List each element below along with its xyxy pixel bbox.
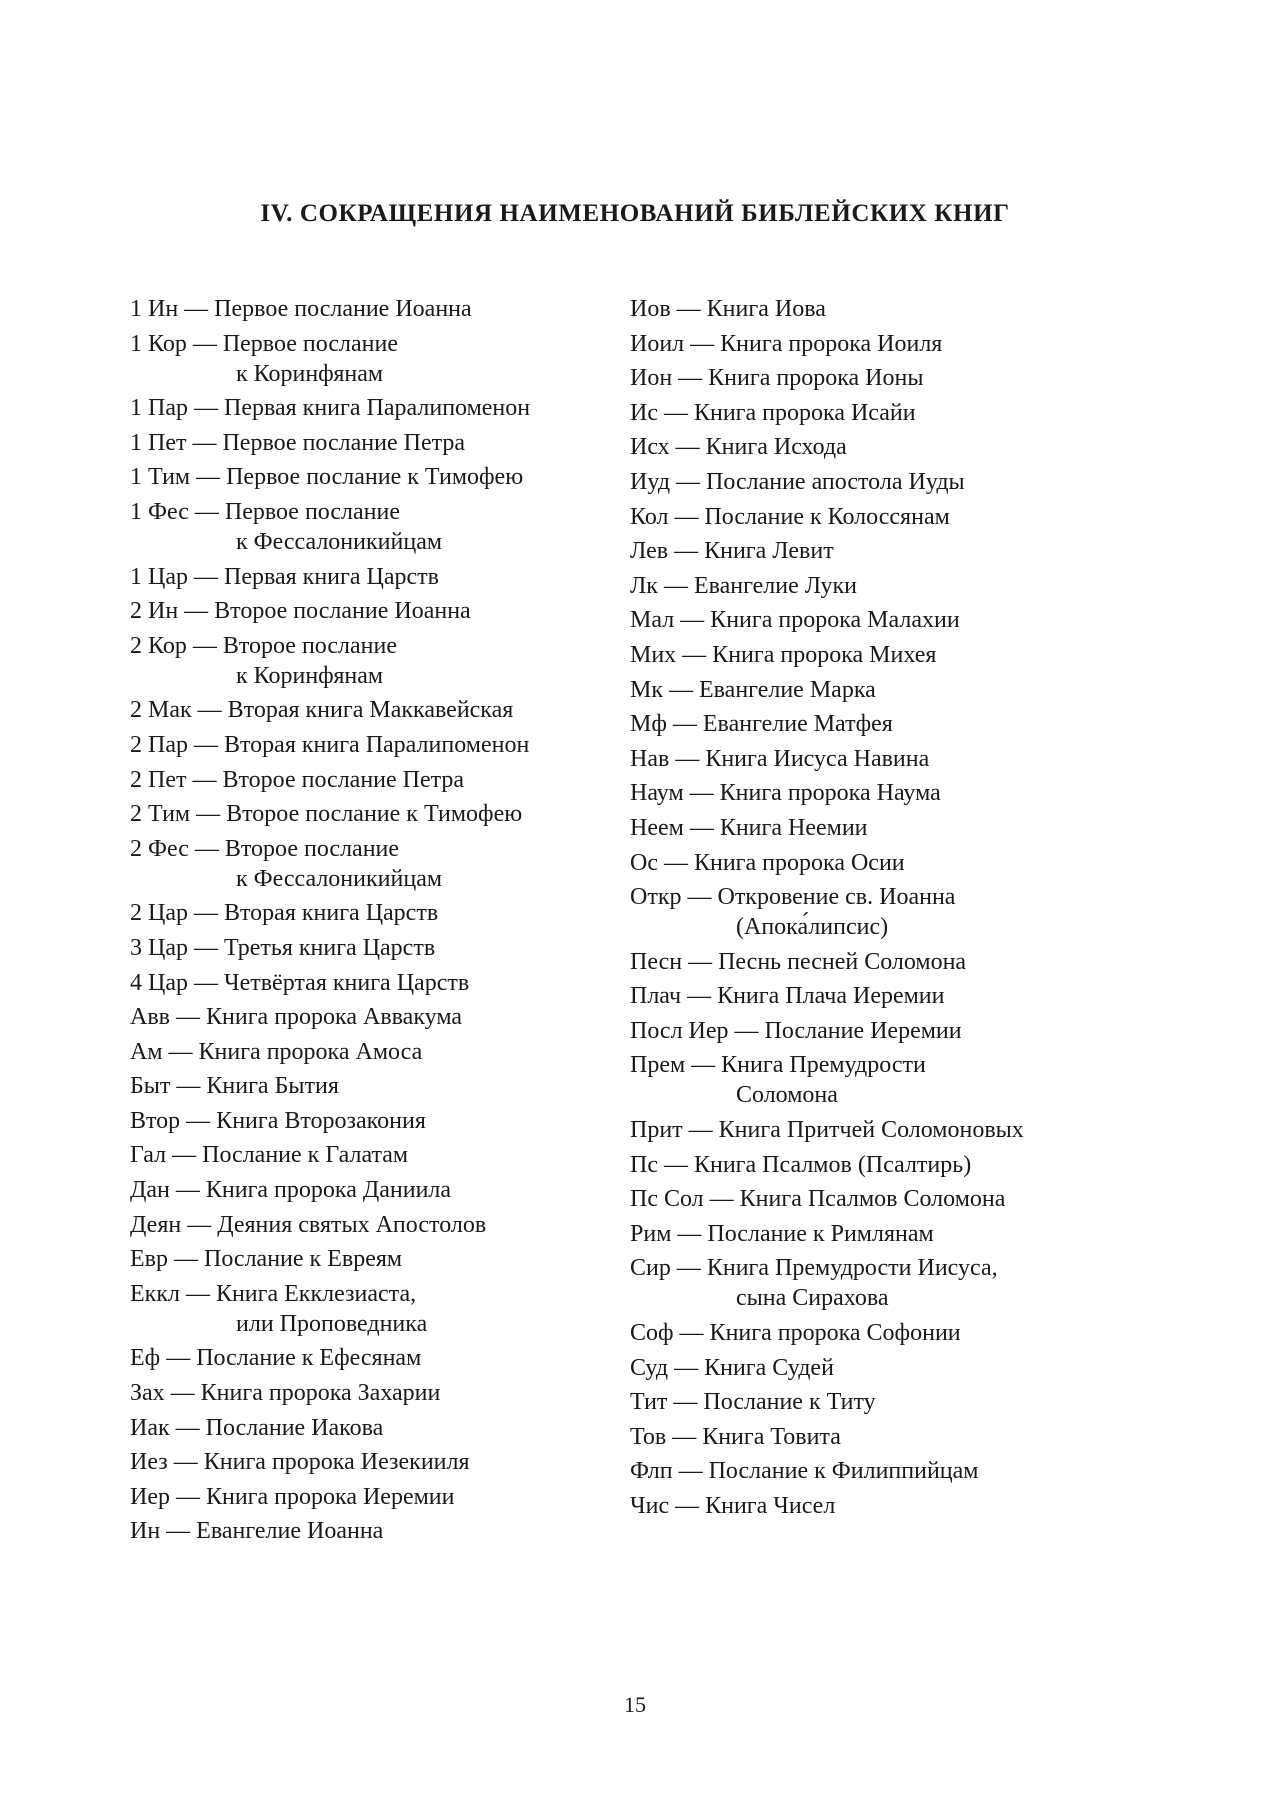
entry-text: Зах — Книга пророка Захарии	[130, 1380, 441, 1407]
entry-text: Иуд — Послание апостола Иуды	[630, 468, 965, 495]
entry-text: 4 Цар — Четвёртая книга Царств	[130, 969, 470, 996]
abbreviation-entry	[630, 1456, 1150, 1486]
abbreviation-entry	[130, 1279, 610, 1339]
entry-text: Рим — Послание к Римлянам	[630, 1220, 934, 1247]
entry-text: 2 Кор — Второе послание	[130, 632, 397, 659]
entry-text: Чис — Книга Чисел	[630, 1493, 836, 1519]
page-number: 15	[624, 1692, 646, 1717]
abbreviation-entry	[130, 631, 610, 691]
abbreviation-entry	[630, 502, 1150, 532]
entry-text: Ис — Книга пророка Исайи	[630, 399, 916, 426]
entry-text: 1 Цар — Первая книга Царств	[130, 563, 439, 590]
abbreviation-entry	[630, 363, 1150, 393]
entry-text: Пс Сол — Книга Псалмов Соломона	[630, 1186, 1006, 1213]
entry-text: Флп — Послание к Филиппийцам	[630, 1458, 979, 1485]
abbreviation-entry	[130, 294, 610, 324]
abbreviation-entry	[130, 799, 610, 829]
abbreviation-entry	[130, 329, 610, 389]
abbreviation-entry	[630, 605, 1150, 635]
abbreviation-entry	[630, 1353, 1150, 1383]
abbreviation-entry	[130, 968, 610, 998]
abbreviation-entry	[130, 834, 610, 894]
abbreviation-entry	[630, 1422, 1150, 1452]
entry-text: 3 Цар — Третья книга Царств	[130, 934, 436, 961]
entry-text: Посл Иер — Послание Иеремии	[630, 1017, 962, 1044]
entry-text: 1 Фес — Первое послание	[130, 498, 401, 525]
entry-text: Мк — Евангелие Марка	[630, 676, 876, 703]
entry-continuation: сына Сирахова	[736, 1285, 889, 1312]
abbreviation-entry	[130, 596, 610, 626]
abbreviation-entry	[630, 778, 1150, 808]
abbreviation-entry	[130, 1244, 610, 1274]
entry-text: Ион — Книга пророка Ионы	[630, 365, 924, 392]
abbreviation-entry	[130, 1378, 610, 1408]
abbreviation-entry	[630, 640, 1150, 670]
abbreviation-entry	[130, 933, 610, 963]
entry-continuation: к Коринфянам	[236, 360, 384, 387]
abbreviation-entry	[630, 744, 1150, 774]
entry-text: Мих — Книга пророка Михея	[630, 641, 937, 668]
abbreviation-entry	[130, 695, 610, 725]
entry-text: Сир — Книга Премудрости Иисуса,	[630, 1255, 998, 1282]
abbreviation-entry	[130, 1343, 610, 1373]
abbreviation-entry	[630, 1150, 1150, 1180]
entry-text: Иоил — Книга пророка Иоиля	[630, 330, 943, 357]
entry-text: 1 Тим — Первое послание к Тимофею	[130, 464, 524, 491]
entry-text: Прем — Книга Премудрости	[630, 1052, 926, 1079]
abbreviation-entry	[630, 1016, 1150, 1046]
entry-text: Иез — Книга пророка Иезекииля	[130, 1449, 470, 1476]
entry-text: Ам — Книга пророка Амоса	[130, 1038, 423, 1065]
abbreviation-entry	[130, 562, 610, 592]
abbreviation-entry	[630, 294, 1150, 324]
entry-text: 1 Кор — Первое послание	[130, 330, 398, 357]
entry-text: Втор — Книга Второзакония	[130, 1107, 426, 1134]
abbreviation-entry	[630, 675, 1150, 705]
entry-text: Суд — Книга Судей	[630, 1354, 834, 1381]
abbreviation-entry	[630, 571, 1150, 601]
abbreviation-entry	[130, 1447, 610, 1477]
entry-text: Откр — Откровение св. Иоанна	[630, 884, 956, 911]
entry-continuation: к Фессалоникийцам	[236, 528, 443, 555]
entry-text: Еф — Послание к Ефесянам	[130, 1345, 422, 1372]
entry-text: 2 Фес — Второе послание	[130, 835, 400, 862]
entry-text: Лк — Евангелие Луки	[630, 572, 857, 599]
abbreviation-entry	[130, 1002, 610, 1032]
entry-text: Быт — Книга Бытия	[130, 1073, 339, 1100]
abbreviation-entry	[130, 1482, 610, 1512]
abbreviation-entry	[630, 1115, 1150, 1145]
abbreviation-entry	[130, 1413, 610, 1443]
entry-text: 1 Ин — Первое послание Иоанна	[130, 296, 472, 322]
abbreviation-entry	[630, 329, 1150, 359]
entry-text: Соф — Книга пророка Софонии	[630, 1320, 961, 1347]
abbreviation-entry	[630, 848, 1150, 878]
entry-text: Нав — Книга Иисуса Навина	[630, 745, 930, 772]
entry-text: 2 Тим — Второе послание к Тимофею	[130, 801, 523, 828]
abbreviation-entry	[130, 1210, 610, 1240]
abbreviation-entry	[130, 1071, 610, 1101]
entry-text: Евр — Послание к Евреям	[130, 1246, 403, 1273]
abbreviation-entry	[630, 813, 1150, 843]
entry-text: Еккл — Книга Екклезиаста,	[130, 1280, 417, 1307]
entry-text: Иер — Книга пророка Иеремии	[130, 1483, 455, 1510]
entry-text: Иов — Книга Иова	[630, 296, 826, 322]
entry-text: Плач — Книга Плача Иеремии	[630, 983, 945, 1010]
abbreviation-entry	[630, 1491, 1150, 1521]
abbreviation-entry	[130, 428, 610, 458]
entry-continuation: или Проповедника	[236, 1310, 428, 1337]
entry-text: Кол — Послание к Колоссянам	[630, 503, 950, 530]
abbreviation-entry	[630, 1219, 1150, 1249]
entry-continuation: (Апока́липсис)	[736, 914, 889, 941]
abbreviation-entry	[630, 1184, 1150, 1214]
abbreviation-entry	[130, 393, 610, 423]
entry-text: Пс — Книга Псалмов (Псалтирь)	[630, 1151, 972, 1178]
entry-continuation: Соломона	[736, 1082, 838, 1109]
abbreviation-entry	[130, 898, 610, 928]
entry-text: Тов — Книга Товита	[630, 1423, 841, 1450]
abbreviation-entry	[630, 432, 1150, 462]
abbreviation-entry	[130, 497, 610, 557]
entry-text: Наум — Книга пророка Наума	[630, 780, 941, 807]
entry-continuation: к Фессалоникийцам	[236, 865, 443, 892]
entry-text: Тит — Послание к Титу	[630, 1389, 876, 1416]
abbreviation-entry	[630, 882, 1150, 942]
abbreviation-entry	[630, 467, 1150, 497]
entry-text: Ос — Книга пророка Осии	[630, 849, 905, 876]
abbreviation-entry	[630, 1387, 1150, 1417]
abbreviation-entry	[130, 462, 610, 492]
entry-text: Мал — Книга пророка Малахии	[630, 607, 960, 634]
abbreviation-entry	[630, 709, 1150, 739]
entry-text: Иак — Послание Иакова	[130, 1414, 384, 1441]
entry-text: 2 Пет — Второе послание Петра	[130, 766, 465, 793]
entry-text: Песн — Песнь песней Соломона	[630, 948, 967, 975]
entry-text: Исх — Книга Исхода	[630, 434, 847, 461]
abbreviation-entry	[630, 1050, 1150, 1110]
abbreviation-entry	[130, 765, 610, 795]
abbreviation-entry	[630, 536, 1150, 566]
abbreviation-entry	[630, 947, 1150, 977]
entry-text: Неем — Книга Неемии	[630, 814, 868, 841]
entry-text: Прит — Книга Притчей Соломоновых	[630, 1117, 1024, 1144]
entry-continuation: к Коринфянам	[236, 662, 384, 689]
abbreviation-entry	[630, 981, 1150, 1011]
entry-text: 2 Пар — Вторая книга Паралипоменон	[130, 731, 530, 758]
abbreviation-entry	[130, 1037, 610, 1067]
abbreviation-list-right	[630, 294, 1150, 1526]
entry-text: Гал — Послание к Галатам	[130, 1142, 409, 1169]
entry-text: Ин — Евангелие Иоанна	[130, 1518, 384, 1545]
entry-text: 2 Ин — Второе послание Иоанна	[130, 598, 471, 625]
abbreviation-entry	[130, 730, 610, 760]
abbreviation-list-left	[130, 294, 610, 1551]
abbreviation-entry	[130, 1175, 610, 1205]
entry-text: 2 Цар — Вторая книга Царств	[130, 900, 439, 927]
abbreviation-entry	[630, 398, 1150, 428]
entry-text: 1 Пет — Первое послание Петра	[130, 429, 466, 456]
page-title: IV. СОКРАЩЕНИЯ НАИМЕНОВАНИЙ БИБЛЕЙСКИХ КНИГ	[260, 200, 1010, 227]
entry-text: 2 Мак — Вторая книга Маккавейская	[130, 697, 514, 724]
abbreviation-entry	[630, 1253, 1150, 1313]
entry-text: Мф — Евангелие Матфея	[630, 711, 893, 738]
abbreviation-entry	[130, 1106, 610, 1136]
abbreviation-entry	[630, 1318, 1150, 1348]
entry-text: Авв — Книга пророка Аввакума	[130, 1004, 462, 1031]
entry-text: 1 Пар — Первая книга Паралипоменон	[130, 395, 531, 422]
abbreviation-entry	[130, 1516, 610, 1546]
abbreviation-entry	[130, 1140, 610, 1170]
entry-text: Дан — Книга пророка Даниила	[130, 1177, 452, 1204]
entry-text: Лев — Книга Левит	[630, 538, 834, 565]
entry-text: Деян — Деяния святых Апостолов	[130, 1211, 487, 1238]
